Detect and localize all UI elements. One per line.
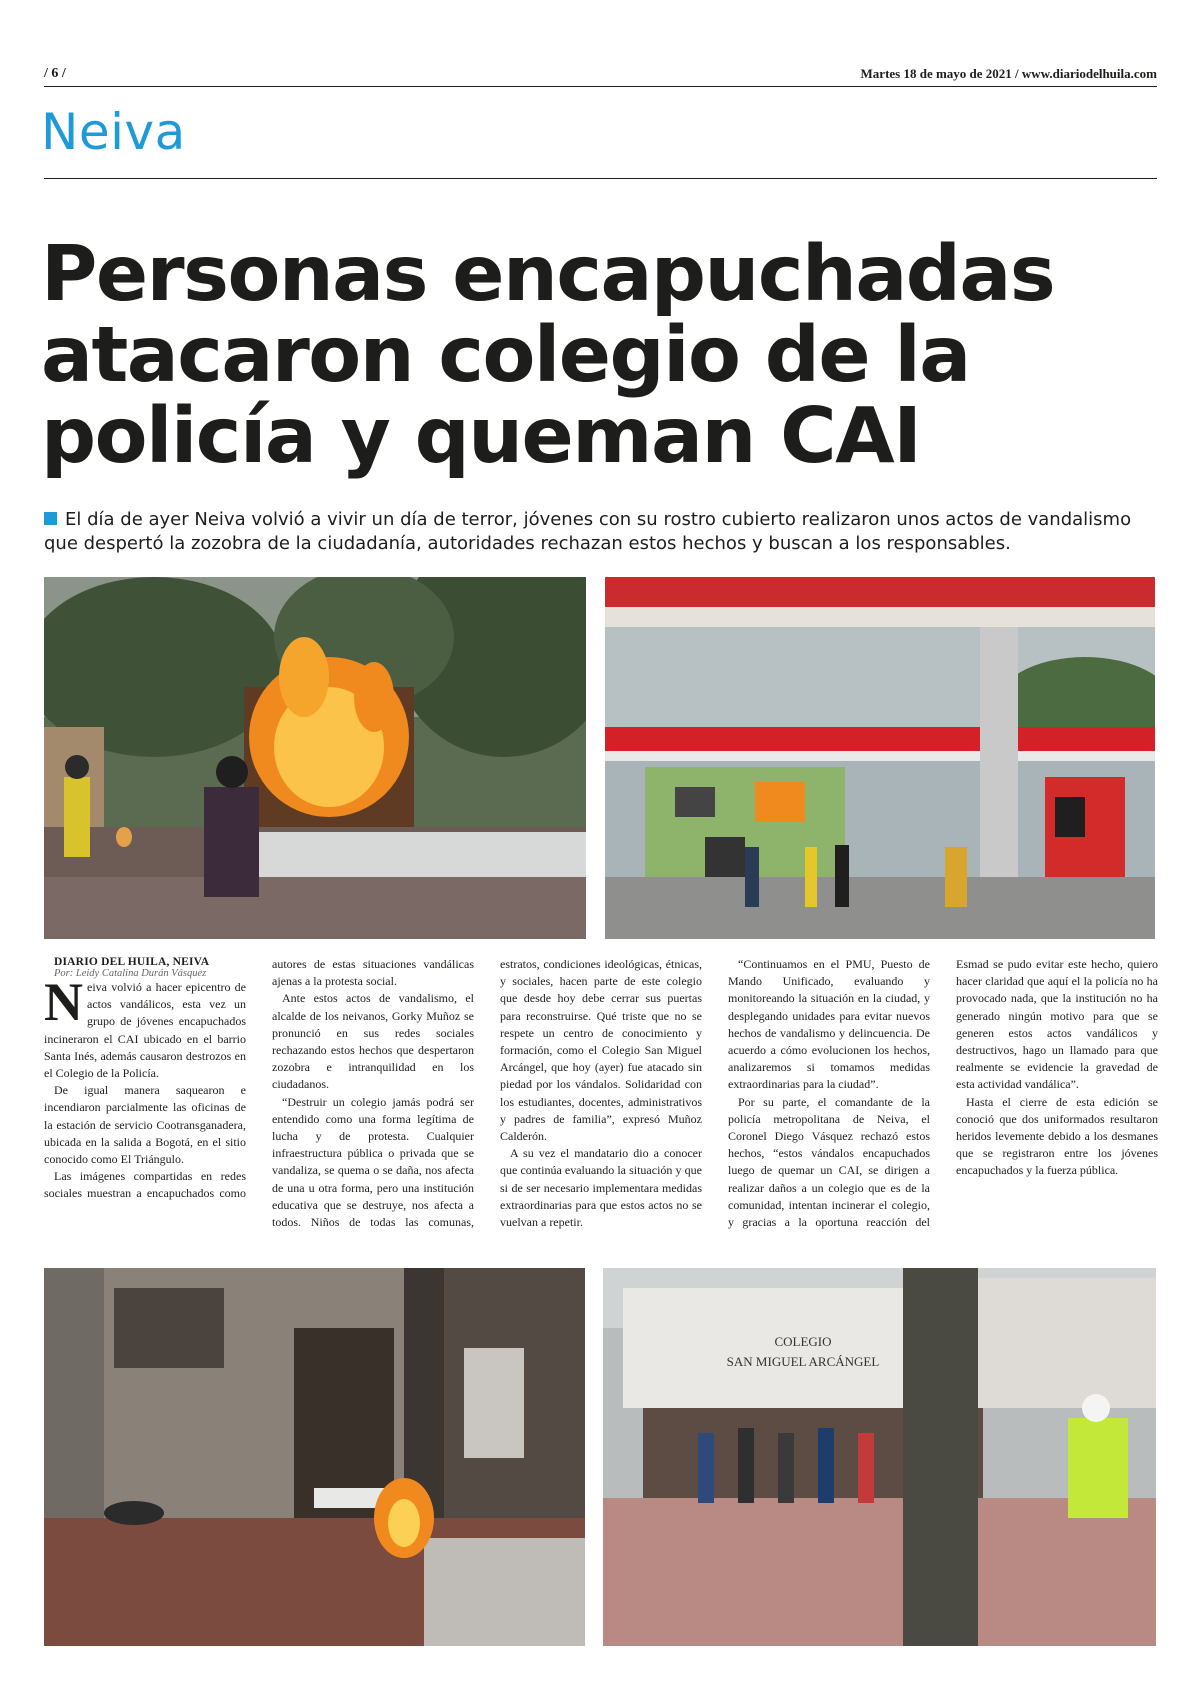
article-body	[44, 956, 1158, 1266]
dropcap: N	[44, 972, 83, 1032]
top-rule	[44, 86, 1157, 87]
article-paragraph: “Continuamos en el PMU, Puesto de Mando Unificado, evaluando y monitoreando la situación en la ciudad, y desplegando unidades para evitar nuevos hechos de vandalismo y delincuencia. De acuerdo a cómo evolucionen los hechos, analizaremos si tomamos medidas extraordinarias para la ciudad”.	[728, 957, 930, 1092]
lead-square-icon	[44, 512, 57, 525]
article-paragraph: De igual manera saquearon e incendiaron parcialmente las oficinas de la estación de servicio Cootransganadera, ubicada en la salida a Bogotá, en el sitio conocido como El Triángulo.	[44, 1083, 246, 1167]
author: Por: Leidy Catalina Durán Vásquez	[54, 968, 207, 979]
photo-gas-station	[605, 577, 1155, 939]
first-paragraph-text: eiva volvió a hacer epicentro de actos vandálicos, esta vez un grupo de jóvenes encapuchados incineraron el CAI ubicado en el barrio Santa Inés, además causaron destrozos en el Colegio de la Policía.	[44, 980, 246, 1081]
article-paragraph: Hasta el cierre de esta edición se conoció que dos uniformados resultaron heridos levemente debido a los desmanes que se registraron entre los jóvenes encapuchados y la fuerza pública.	[956, 1094, 1158, 1178]
date-and-site: Martes 18 de mayo de 2021 / www.diariodelhuila.com	[860, 66, 1157, 81]
school-sign-line2: SAN MIGUEL ARCÁNGEL	[726, 1354, 880, 1369]
byline: DIARIO DEL HUILA, NEIVA	[54, 956, 210, 968]
school-sign-line1: COLEGIO	[774, 1334, 832, 1349]
article-paragraph: Ante estos actos de vandalismo, el alcalde de los neivanos, Gorky Muñoz se pronunció en sus redes sociales rechazando estos hechos que despertaron zozobra e intranquilidad en los ciudadanos.	[272, 991, 474, 1092]
article-paragraph: Por su parte, el comandante de la policía metropolitana de Neiva, el Coronel Diego Vásquez rechazó estos hechos, “estos vándalos encapuchados luego de quemar un CAI, se dirigen a realizar daños a un colegio que es de la comunidad, intentan incinerar el colegio, y gracias a la oportuna reacción del Esmad se pudo evitar este hecho, quiero hacer claridad que aquí el la policía no ha provocado nada, que la institución no ha generado ningún motivo para que se generen estos actos vandálicos y destructivos, hago un llamado para que realmente se evidencie la gravedad de esta actividad vandálica”.	[728, 957, 1158, 1230]
page-number: / 6 /	[44, 66, 66, 81]
lead-text: El día de ayer Neiva volvió a vivir un día de terror, jóvenes con su rostro cubierto realizaron unos actos de vandalismo que despertó la zozobra de la ciudadanía, autoridades rechazan estos hechos y buscan a los responsables.	[44, 509, 1132, 554]
article-paragraph: Las imágenes compartidas en redes sociales muestran a encapuchados como autores de estas situaciones vandálicas ajenas a la protesta social.	[44, 957, 474, 1201]
photo-burned-building	[44, 1268, 585, 1646]
section-title: Neiva	[41, 103, 186, 161]
lead-paragraph	[44, 508, 1159, 556]
photo-burning-cai	[44, 577, 586, 939]
photo-school-entrance	[603, 1268, 1156, 1646]
article-paragraph: “Destruir un colegio jamás podrá ser entendido como una forma legítima de lucha y de protesta. Cualquier infraestructura pública o privada que se vandaliza, se quema o se daña, nos afecta de una u otra forma, pero una institución educativa que se destruye, nos afecta a todos. Niños de todas las comunas, estratos, condiciones ideológicas, étnicas, y sociales, hacen parte de este colegio que desde hoy debe cerrar sus puertas para reconstruirse. Qué triste que no se respete un centro de conocimiento y formación, como el Colegio San Miguel Arcángel, que hoy (ayer) fue atacado sin piedad por los vándalos. Solidaridad con los estudiantes, docentes, administrativos y padres de familia”, expresó Muñoz Calderón.	[272, 957, 702, 1230]
section-rule	[44, 178, 1157, 179]
article-paragraph: A su vez el mandatario dio a conocer que continúa evaluando la situación y que si de ser necesario implementara medidas extraordinarias para que estos actos no se vuelvan a repetir.	[500, 1146, 702, 1230]
headline: Personas encapuchadas atacaron colegio de la policía y queman CAI	[41, 230, 1055, 481]
